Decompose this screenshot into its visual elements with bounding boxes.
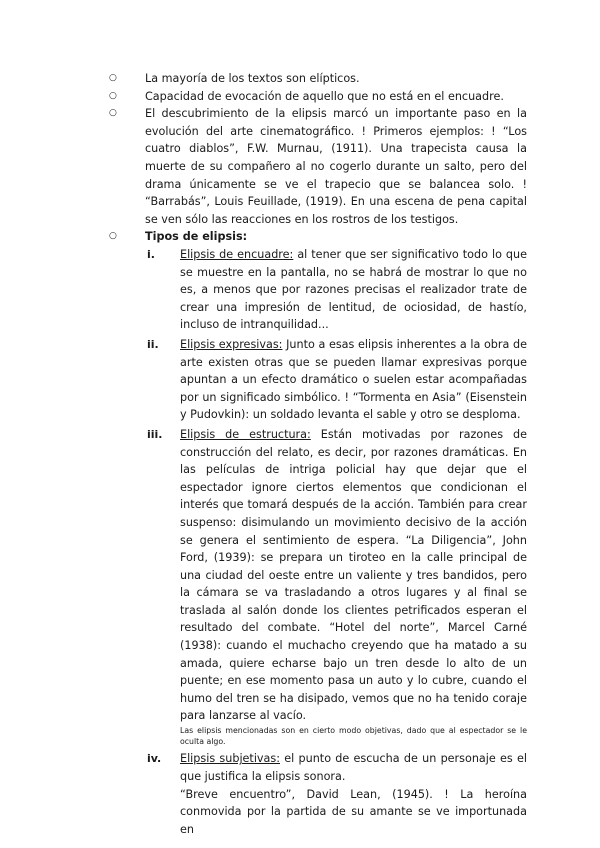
roman-numeral: ii. (147, 337, 159, 351)
ellipsis-types-list (147, 246, 528, 838)
ellipsis-type-item (147, 426, 528, 748)
ellipsis-type-item (147, 246, 527, 334)
roman-numeral: iv. (147, 752, 162, 766)
ellipsis-type-term: Elipsis de estructura: (180, 427, 311, 441)
bullet-list (128, 70, 527, 246)
ellipsis-type-term: Elipsis expresivas: (180, 337, 283, 351)
bullet-item (128, 228, 527, 246)
bullet-text: ○ El descubrimiento de la elipsis marcó un importante paso en la evolución del arte cinematográfico. ! Primeros ejemplos: ! “Los cuatro diablos”, F.W. Murnau, (1911). Una trapecista causa la muerte de su compañero al no cogerlo durante un salto, pero del drama únicamente se ve el trapecio que se balancea solo. ! “Barrabás”, Louis Feuillade, (1919). En una escena de pena capital se ven sólo las reacciones en los rostros de los testigos. (145, 107, 527, 226)
ellipsis-type-text: Junto a esas elipsis inherentes a la obra de arte existen otras que se pueden llamar expresivas porque apuntan a un efecto dramático o suelen estar acompañadas por un significado simbólico. ! “Tormenta en Asia” (Eisenstein y Pudovkin): un soldado levanta el sable y otro se desploma. (180, 337, 527, 422)
bullet-item (128, 70, 527, 88)
bullet-text: ○ Capacidad de evocación de aquello que no está en el encuadre. (145, 89, 504, 103)
bullet-text: ○ La mayoría de los textos son elípticos. (145, 72, 360, 85)
ellipsis-type-text: Están motivadas por razones de construcción del relato, es decir, por razones dramáticas. En las películas de intriga policial hay que dejar que el espectador ignore ciertos elementos que condicionan el interés que tomará después de la acción. También para crear suspenso: disimulando un movimiento decisivo de la acción se genera el sentimiento de espera. “La Diligencia”, John Ford, (1939): se prepara un tiroteo en la calle principal de una ciudad del oeste entre un valiente y tres bandidos, pero la cámara se va trasladando a otros lugares y al final se traslada al salón donde los clientes petrificados esperan el resultado del combate. “Hotel del norte”, Marcel Carné (1938): cuando el muchacho creyendo que ha matado a su amada, quiere echarse bajo un tren desde lo alto de un puente; en ese momento pasa un auto y lo cubre, cuando el humo del tren se ha disipado, vemos que no ha tenido coraje para lanzarse al vacío. (180, 427, 528, 723)
ellipsis-type-item (147, 750, 527, 838)
ellipsis-type-term: Elipsis subjetivas: (180, 752, 280, 766)
ellipsis-type-text: el punto de escucha de un personaje es el que justifica la elipsis sonora. (180, 752, 527, 784)
roman-numeral: iii. (147, 427, 163, 441)
ellipsis-type-text: al tener que ser significativo todo lo que se muestre en la pantalla, no se habrá de mostrar lo que no es, a menos que por razones precisas el realizador trate de crear una impresión de lentitud, de ociosidad, de hastío, incluso de intranquilidad... (180, 248, 527, 332)
footnote-text: Las elipsis mencionadas son en cierto modo objetivas, dado que al espectador se le oculta algo. (180, 726, 527, 747)
ellipsis-type-example: “Breve encuentro”, David Lean, (1945). ! La heroína conmovida por la partida de su amante se ve importunada en (180, 787, 527, 836)
bullet-item (128, 105, 527, 228)
section-heading: ○ Tipos de elipsis: (145, 230, 248, 244)
bullet-item (128, 88, 527, 106)
ellipsis-type-item (147, 336, 527, 424)
roman-numeral: i. (147, 248, 155, 261)
ellipsis-type-term: Elipsis de encuadre: (180, 248, 294, 261)
